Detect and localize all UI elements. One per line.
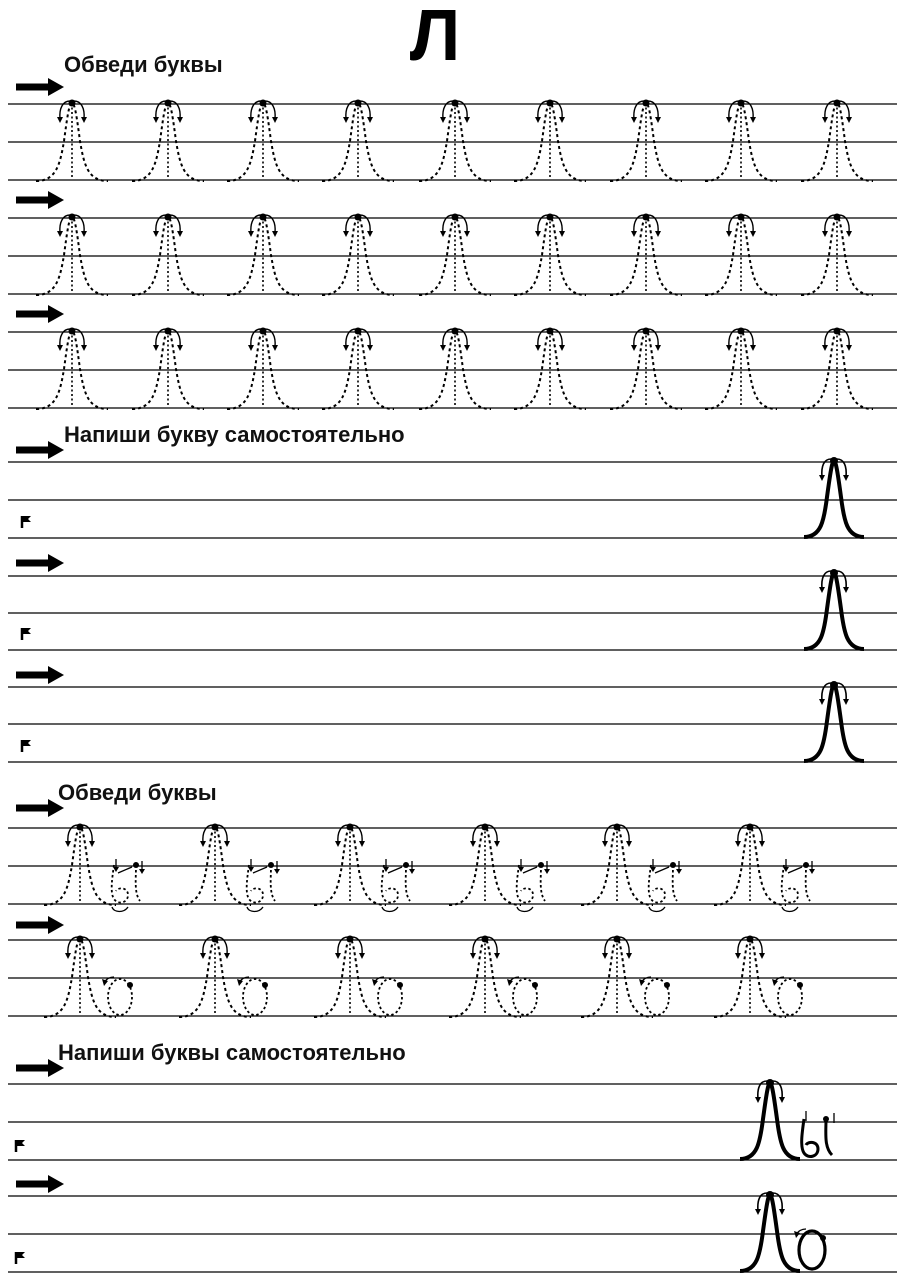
model-letter bbox=[804, 681, 864, 761]
dotted-letters-row-2 bbox=[36, 214, 873, 296]
flag-icon bbox=[22, 516, 31, 528]
row-arrow-icon bbox=[16, 666, 64, 684]
dotted-syllables-ly bbox=[44, 824, 815, 912]
instruction-write-syllables: Напиши буквы самостоятельно bbox=[58, 1040, 406, 1065]
instruction-trace-syllables: Обведи буквы bbox=[58, 780, 217, 805]
flag-icon bbox=[16, 1252, 25, 1264]
dotted-letters-row-1 bbox=[36, 100, 873, 182]
row-arrow-icon bbox=[16, 78, 64, 96]
row-arrow-icon bbox=[16, 799, 64, 817]
row-arrow-icon bbox=[16, 441, 64, 459]
row-arrow-icon bbox=[16, 1059, 64, 1077]
instruction-write-letter: Напиши букву самостоятельно bbox=[64, 422, 405, 447]
model-syllable-lo bbox=[740, 1191, 800, 1271]
row-arrow-icon bbox=[16, 554, 64, 572]
write-syllable-rows bbox=[8, 1059, 897, 1272]
page-title-letter: Л bbox=[409, 0, 461, 76]
model-syllable-ly bbox=[740, 1079, 800, 1159]
row-arrow-icon bbox=[16, 305, 64, 323]
trace-letter-rows bbox=[8, 78, 897, 409]
flag-icon bbox=[22, 628, 31, 640]
dotted-letters-row-3 bbox=[36, 328, 873, 410]
trace-syllable-rows bbox=[8, 799, 897, 1017]
instruction-trace-letters: Обведи буквы bbox=[64, 52, 223, 77]
model-letter bbox=[804, 569, 864, 649]
flag-icon bbox=[22, 740, 31, 752]
row-arrow-icon bbox=[16, 1175, 64, 1193]
row-arrow-icon bbox=[16, 916, 64, 934]
model-letter bbox=[804, 457, 864, 537]
write-letter-rows bbox=[8, 441, 897, 762]
row-arrow-icon bbox=[16, 191, 64, 209]
dotted-syllables-lo bbox=[44, 936, 803, 1018]
flag-icon bbox=[16, 1140, 25, 1152]
